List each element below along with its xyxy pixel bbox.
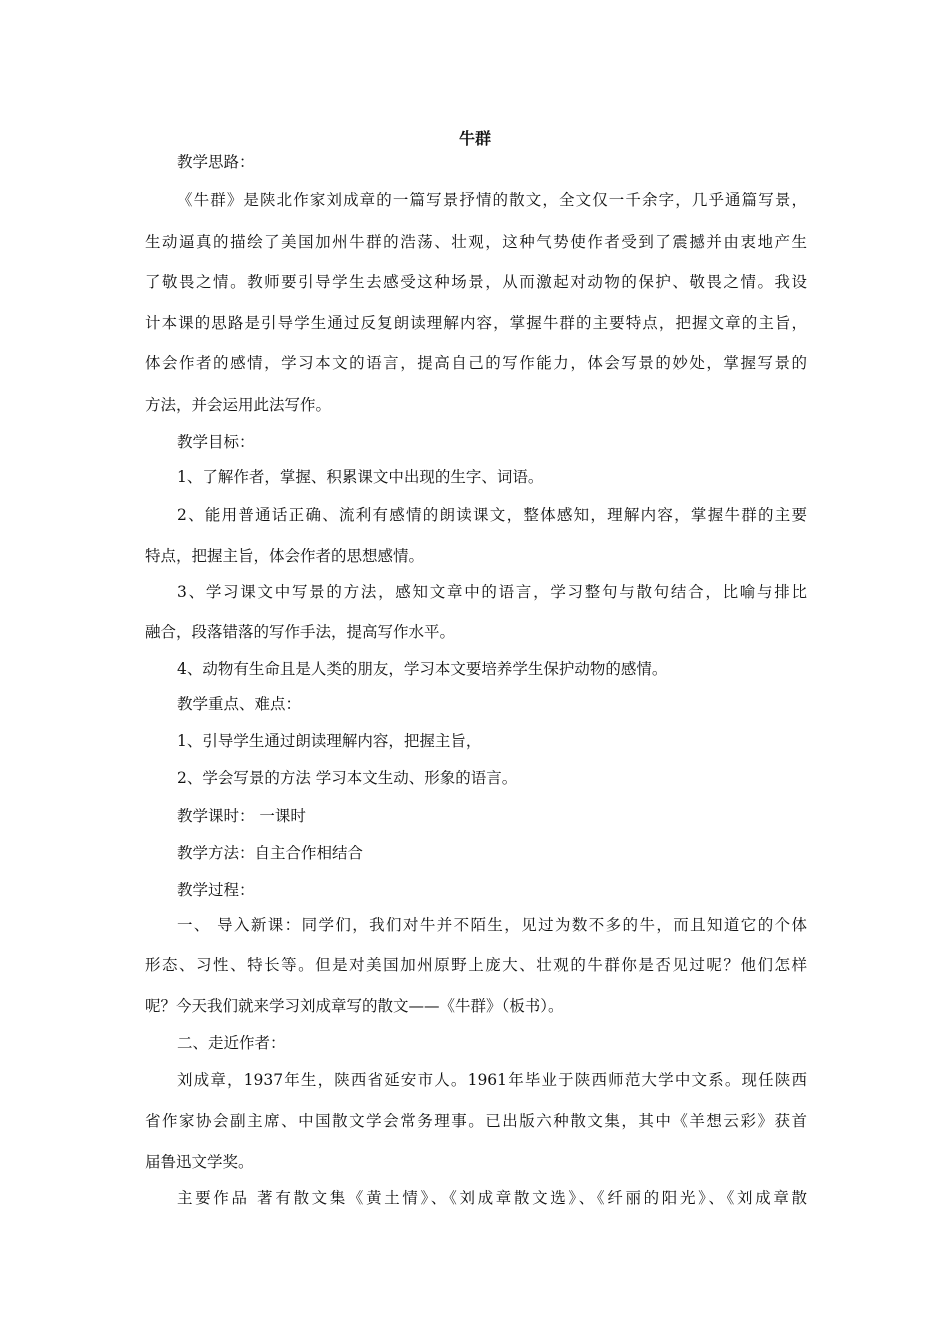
list-item: 3、学习课文中写景的方法，感知文章中的语言，学习整句与散句结合，比喻与排比 [177, 583, 807, 601]
paragraph-line: 生动逼真的描绘了美国加州牛群的浩荡、壮观，这种气势使作者受到了震撼并由衷地产生 [145, 233, 807, 251]
paragraph-line: 主要作品 著有散文集《黄土情》、《刘成章散文选》、《纤丽的阳光》、《刘成章散 [177, 1189, 807, 1207]
paragraph-line: 形态、习性、特长等。但是对美国加州原野上庞大、壮观的牛群你是否见过呢？他们怎样 [145, 956, 807, 974]
section-heading-objectives: 教学目标： [177, 433, 255, 451]
section-heading-key-points: 教学重点、难点： [177, 695, 302, 713]
list-item: 4、动物有生命且是人类的朋友，学习本文要培养学生保护动物的感情。 [177, 660, 668, 678]
section-heading-process: 教学过程： [177, 881, 255, 899]
paragraph-line: 特点，把握主旨，体会作者的思想感情。 [145, 547, 425, 565]
paragraph-line: 一、 导入新课：同学们，我们对牛并不陌生，见过为数不多的牛，而且知道它的个体 [177, 916, 807, 934]
section-heading-hours: 教学课时： 一课时 [177, 807, 306, 825]
paragraph-line: 方法，并会运用此法写作。 [145, 396, 332, 414]
paragraph-line: 呢？今天我们就来学习刘成章写的散文——《牛群》（板书）。 [145, 997, 564, 1015]
paragraph-line: 体会作者的感情，学习本文的语言，提高自己的写作能力，体会写景的妙处，掌握写景的 [145, 354, 807, 372]
paragraph-line: 省作家协会副主席、中国散文学会常务理事。已出版六种散文集，其中《羊想云彩》获首 [145, 1112, 807, 1130]
paragraph-line: 刘成章，1937年生，陕西省延安市人。1961年毕业于陕西师范大学中文系。现任陕西 [177, 1071, 807, 1089]
section-heading-methods: 教学方法：自主合作相结合 [177, 844, 364, 862]
section-heading-teaching-approach: 教学思路： [177, 153, 255, 171]
section-heading-author: 二、走近作者： [177, 1034, 286, 1052]
list-item: 2、学会写景的方法 学习本文生动、形象的语言。 [177, 769, 518, 787]
paragraph-line: 《牛群》是陕北作家刘成章的一篇写景抒情的散文，全文仅一千余字，几乎通篇写景， [177, 191, 807, 209]
paragraph-line: 届鲁迅文学奖。 [145, 1153, 254, 1171]
paragraph-line: 了敬畏之情。教师要引导学生去感受这种场景，从而激起对动物的保护、敬畏之情。我设 [145, 273, 807, 291]
document-title: 牛群 [458, 129, 491, 148]
list-item: 1、引导学生通过朗读理解内容，把握主旨， [177, 732, 482, 750]
paragraph-line: 融合，段落错落的写作手法，提高写作水平。 [145, 623, 456, 641]
paragraph-line: 计本课的思路是引导学生通过反复朗读理解内容，掌握牛群的主要特点，把握文章的主旨， [145, 314, 807, 332]
list-item: 2、能用普通话正确、流利有感情的朗读课文，整体感知，理解内容，掌握牛群的主要 [177, 506, 807, 524]
list-item: 1、了解作者，掌握、积累课文中出现的生字、词语。 [177, 468, 544, 486]
